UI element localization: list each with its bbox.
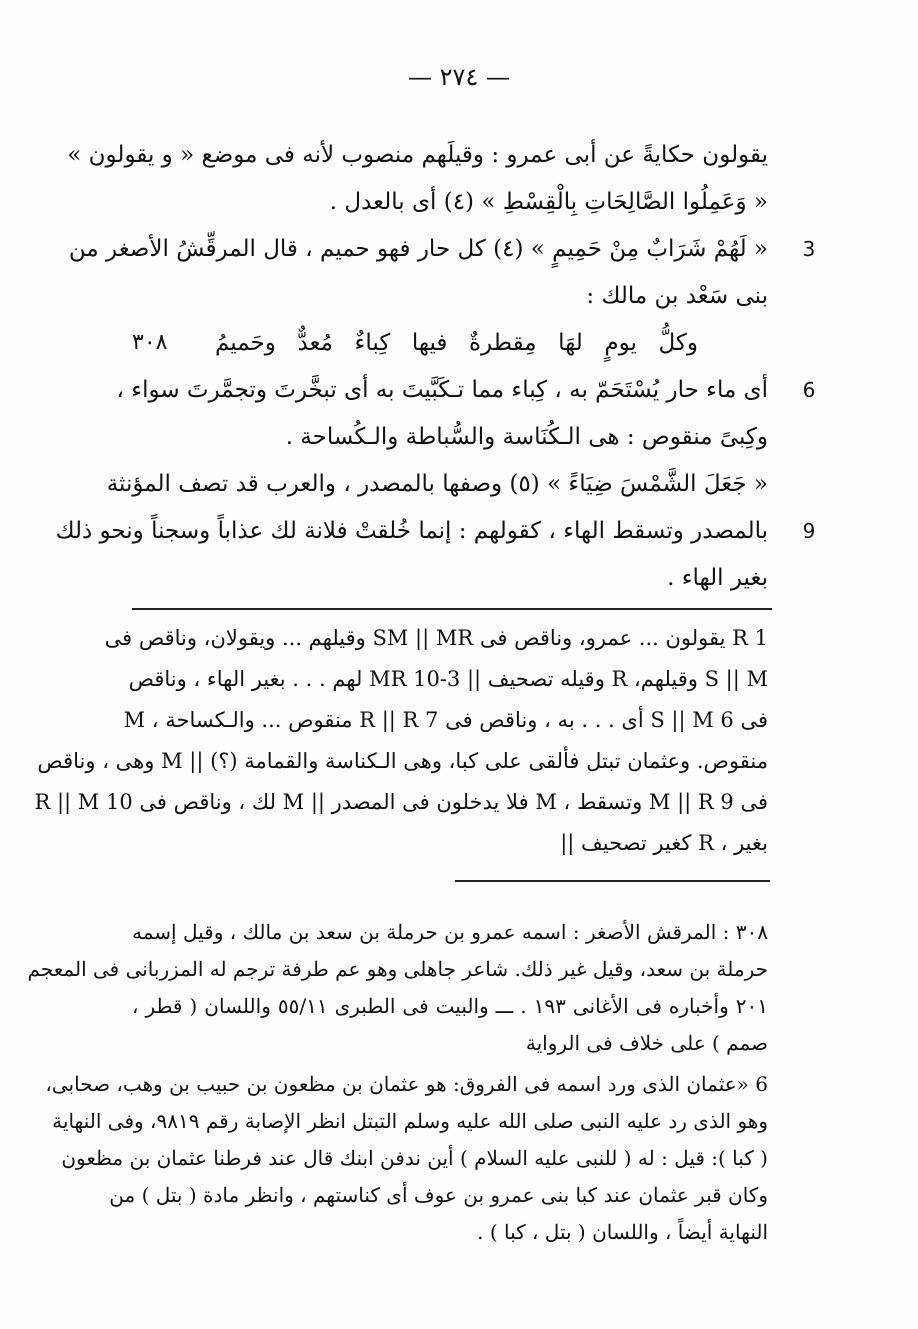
verse-number: ٣٠٨ [132, 330, 168, 355]
apparatus-text: S || M وقيلهم، R وقيله تصحيف || MR 10-3 لهم . . . بغير الهاء ، وناقص [128, 667, 768, 691]
apparatus-text: بغير ، R كغير تصحيف || [560, 831, 768, 855]
note-text: النهاية أيضاً ، واللسان ( بتل ، كبا ) . [477, 1220, 768, 1244]
text-line [0, 224, 918, 274]
note-text: وكان قبر عثمان عند كبا بنى عمرو بن عوف أى كناستهم ، وانظر مادة ( بتل ) من [109, 1183, 768, 1207]
apparatus-line [0, 819, 918, 867]
line-text: يقولون حكايةً عن أبى عمرو : وقيلَهم منصوب لأنه فى موضع « و يقولون » [67, 142, 768, 168]
verse-text: وكلُّ يومٍ لهَا مِقطرةٌ فيها كِباءٌ مُعدٌّ وحَميمُ [215, 330, 698, 356]
line-text: « لَهُمْ شَرَابٌ مِنْ حَمِيمٍ » (٤) كل حار فهو حميم ، قال المرقِّشُ الأصغر من [68, 236, 768, 262]
apparatus-divider [132, 608, 772, 610]
note-line [0, 1210, 918, 1254]
text-line [0, 130, 918, 180]
note-text: 6 «عثمان الذى ورد اسمه فى الفروق: هو عثمان بن مظعون بن حبيب بن وهب، صحابى، [45, 1072, 768, 1096]
line-number: 3 [802, 237, 816, 261]
apparatus-text: R 1 يقولون ... عمرو، وناقص فى SM || MR وقيلهم ... ويقولان، وناقص فى [104, 626, 768, 650]
apparatus-text: منقوص. وعثمان تبتل فألقى على كبا، وهى الـكناسة والقمامة (؟) || M وهى ، وناقص [37, 749, 768, 773]
line-text: وكِبىً منقوص : هى الـكُنَاسة والسُّباطة والـكُساحة . [285, 424, 768, 450]
line-text: بغير الهاء . [667, 565, 768, 591]
note-line [0, 1021, 918, 1065]
note-text: ( كبا ): قيل : له ( للنبى عليه السلام ) أين ندفن ابنك قال عند فرطنا عثمان بن مظعون [61, 1146, 768, 1170]
line-text: بنى سَعْد بن مالك : [586, 283, 768, 309]
apparatus-text: فى M || R 9 وتسقط ، M فلا يدخلون فى المصدر || M لك ، وناقص فى R || M 10 [34, 790, 768, 814]
line-number: 9 [802, 519, 816, 543]
page-number: — ٢٧٤ — [408, 63, 510, 91]
text-line [0, 553, 918, 603]
text-line [0, 506, 918, 556]
notes-divider [455, 880, 770, 882]
text-line [0, 271, 918, 321]
note-text: ٢٠١ وأخباره فى الأغانى ١٩٣ . ـــ والبيت فى الطبرى ٥٥/١١ واللسان ( قطر ، [132, 994, 768, 1018]
apparatus-text: فى S || M 6 أى . . . به ، وناقص فى R || R 7 منقوص ... والـكساحة ، M [123, 708, 768, 732]
line-text: أى ماء حار يُسْتَحَمّ به ، كِباء مما تـكَبَّيتَ به أى تبخَّرتَ وتجمَّرتَ سواء ، [116, 377, 768, 403]
line-text: « جَعَلَ الشَّمْسَ ضِيَاءً » (٥) وصفها بالمصدر ، والعرب قد تصف المؤنثة [106, 471, 768, 497]
text-line [0, 177, 918, 227]
note-text: وهو الذى رد عليه النبى صلى الله عليه وسلم التبتل انظر الإصابة رقم ٩٨١٩، وفى النهاية [52, 1109, 768, 1133]
text-line [0, 365, 918, 415]
line-text: بالمصدر وتسقط الهاء ، كقولهم : إنما خُلقتْ فلانة لك عذاباً وسجناً ونحو ذلك [55, 518, 768, 544]
text-line [0, 412, 918, 462]
line-text: « وَعَمِلُوا الصَّالِحَاتِ بِالْقِسْطِ » (٤) أى بالعدل . [329, 189, 768, 215]
verse-line [0, 318, 918, 368]
line-number: 6 [802, 378, 816, 402]
note-text: صمم ) على خلاف فى الرواية [525, 1031, 768, 1055]
note-text: ٣٠٨ : المرقش الأصغر : اسمه عمرو بن حرملة بن سعد بن مالك ، وقيل إسمه [132, 920, 768, 944]
text-line [0, 459, 918, 509]
note-text: حرملة بن سعد، وقيل غير ذلك. شاعر جاهلى وهو عم طرفة ترجم له المزربانى فى المعجم [27, 957, 768, 981]
